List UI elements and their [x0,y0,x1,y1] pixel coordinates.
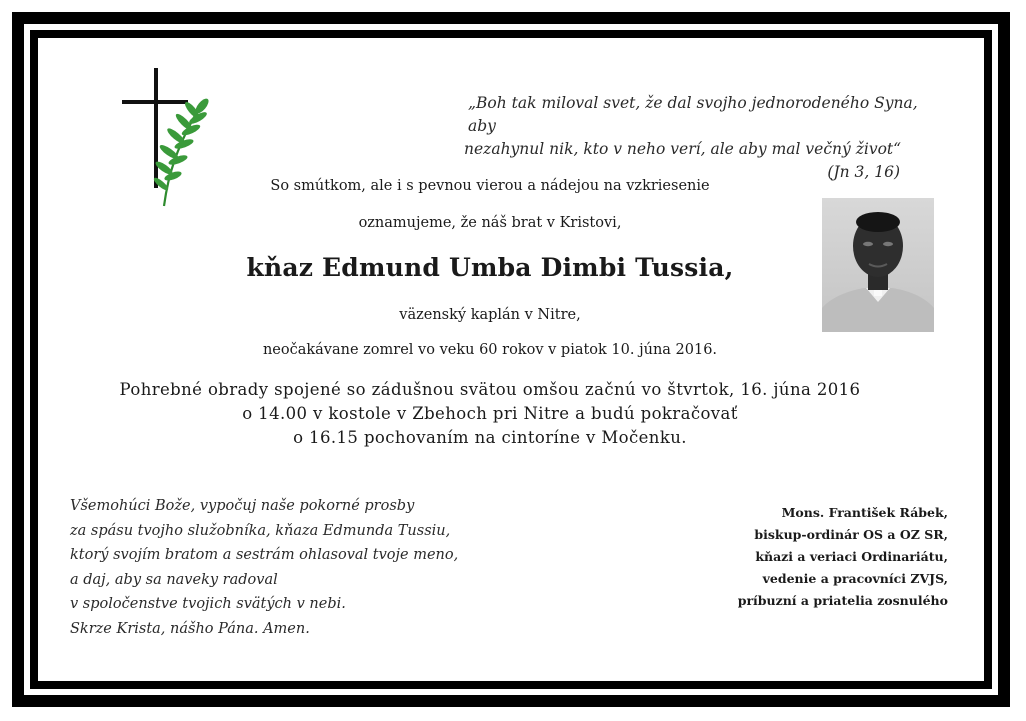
deceased-role: väzenský kaplán v Nitre, [399,307,581,323]
mourner-line: vedenie a pracovníci ZVJS, [762,571,948,586]
funeral-line-2: o 14.00 v kostole v Zbehoch pri Nitre a budú pokračovať [242,404,738,423]
funeral-line-3: o 16.15 pochovaním na cintoríne v Močenku. [293,428,687,447]
mourner-line: biskup-ordinár OS a OZ SR, [754,527,948,542]
death-notice: neočakávane zomrel vo veku 60 rokov v piatok 10. júna 2016. [262,342,718,358]
deceased-name: kňaz Edmund Umba Dimbi Tussia, [246,253,734,282]
prayer-line: Skrze Krista, nášho Pána. Amen. [70,620,310,637]
portrait-photo [822,198,934,332]
prayer-line: v spoločenstve tvojich svätých v nebi. [70,596,346,612]
mourner-line: Mons. František Rábek, [781,505,948,520]
quote-line-1: „Boh tak miloval svet, že dal svojho jednorodeného Syna, aby [468,94,918,135]
mourners-list [738,502,948,612]
funeral-details [90,378,890,450]
intro-line-2: oznamujeme, že náš brat v Kristovi, [358,215,622,231]
prayer-text [70,494,458,641]
intro-line-1: So smútkom, ale i s pevnou vierou a nádejou na vzkriesenie [270,178,710,194]
prayer-line: Všemohúci Bože, vypočuj naše pokorné prosby [70,498,415,514]
quote-line-2: nezahynul nik, kto v neho verí, ale aby mal večný život“ [464,140,902,158]
bible-quote [440,92,940,184]
prayer-line: a daj, aby sa naveky radoval [70,571,278,588]
prayer-line: ktorý svojím bratom a sestrám ohlasoval tvoje meno, [70,547,459,563]
funeral-line-1: Pohrebné obrady spojené so zádušnou svätou omšou začnú vo štvrtok, 16. júna 2016 [119,380,861,399]
mourner-line: kňazi a veriaci Ordinariátu, [755,549,948,564]
mourner-line: príbuzní a priatelia zosnulého [737,593,948,608]
quote-reference: (Jn 3, 16) [827,163,900,181]
prayer-line: za spásu tvojho služobníka, kňaza Edmunda Tussiu, [70,522,451,539]
